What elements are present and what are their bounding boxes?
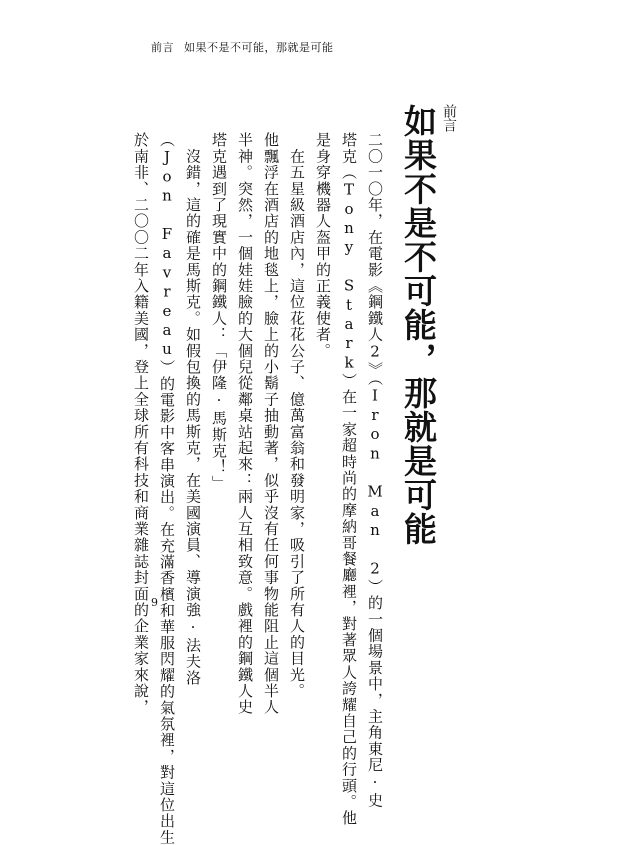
body-column-10: 於南非、二〇〇二年入籍美國，登上全球所有科技和商業雜誌封面的企業家來說， <box>132 132 150 716</box>
chapter-title: 如果不是不可能，那就是可能 <box>399 104 438 546</box>
body-column-4: 在五星級酒店內，這位花花公子、億萬富翁和發明家，吸引了所有人的目光。 <box>288 132 306 699</box>
body-column-9: （Jon Favreau）的電影中客串演出。在充滿香檳和華服閃耀的氣氛裡，對這位出生 <box>158 132 176 845</box>
running-header-chapter-title: 如果不是不可能，那就是可能 <box>184 41 334 54</box>
body-column-3: 是身穿機器人盔甲的正義使者。 <box>314 132 332 359</box>
chapter-label: 前言 <box>441 104 457 132</box>
body-column-7: 塔克遇到了現實中的鋼鐵人：「伊隆·馬斯克！」 <box>210 132 228 492</box>
page-number: 9 <box>151 596 158 609</box>
running-header <box>151 39 334 55</box>
body-column-5: 他飄浮在酒店的地毯上，臉上的小鬍子抽動著，似乎沒有任何事物能阻止這個半人 <box>262 132 280 716</box>
body-column-2: 塔克（Tony Stark）在一家超時尚的摩納哥餐廳裡，對著眾人誇耀自己的行頭。他 <box>340 132 358 827</box>
running-header-section: 前言 <box>151 41 174 54</box>
body-column-6: 半神。突然，一個娃娃臉的大個兒從鄰桌站起來：兩人互相致意。戲裡的鋼鐵人史 <box>236 132 254 716</box>
body-column-8: 沒錯，這的確是馬斯克。如假包換的馬斯克，在美國演員、導演強·法夫洛 <box>184 132 202 686</box>
body-column-1: 二〇一〇年，在電影《鋼鐵人2》（Iron Man 2）的一個場景中，主角東尼·史 <box>366 132 384 809</box>
